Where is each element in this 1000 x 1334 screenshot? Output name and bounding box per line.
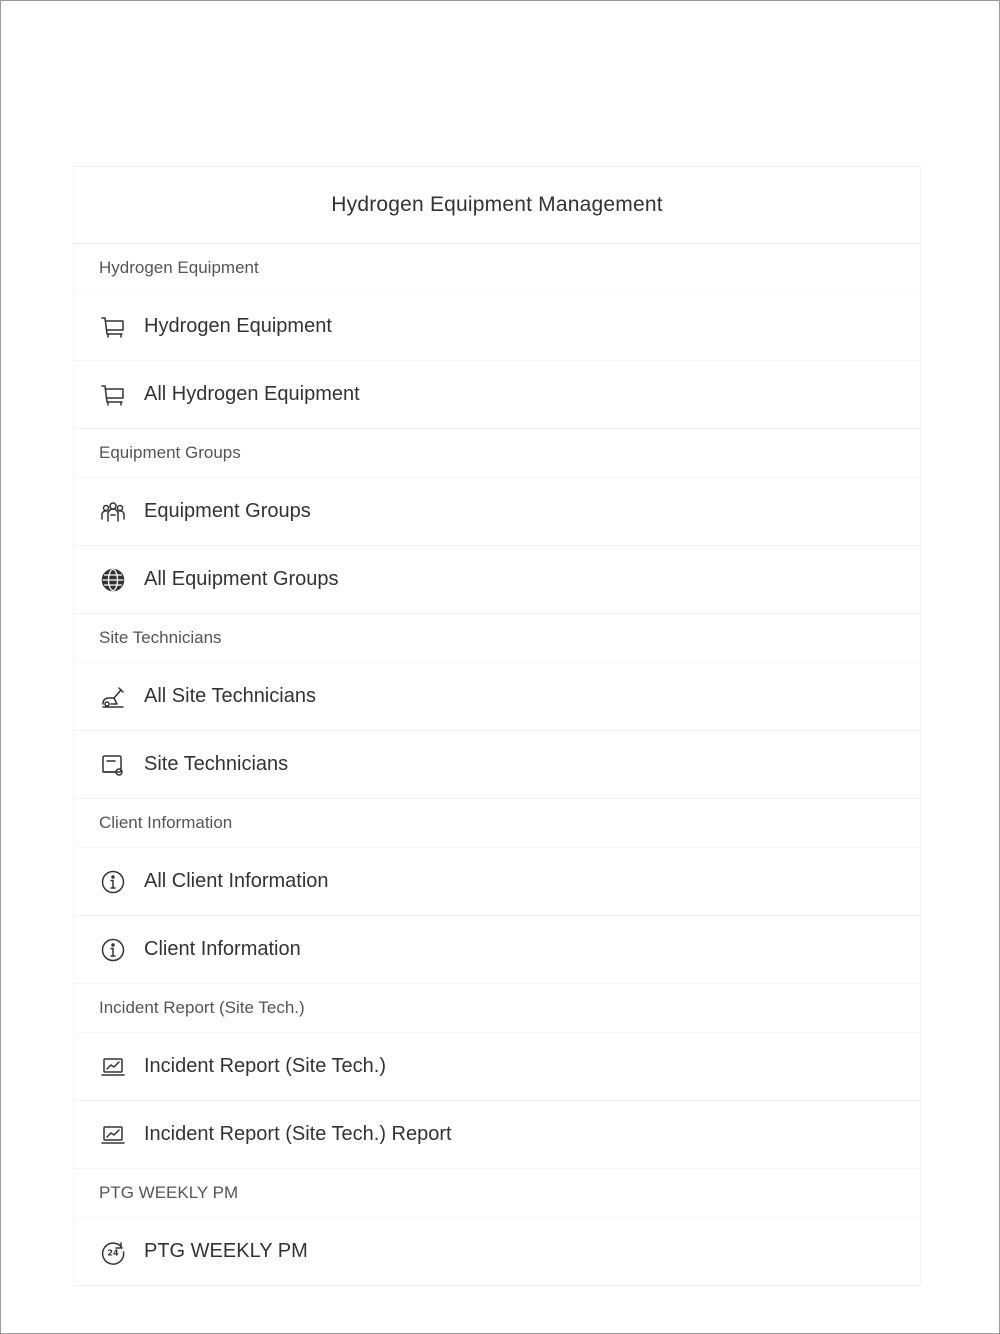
section-header-incident-report: Incident Report (Site Tech.) (74, 984, 920, 1033)
section-header-ptg-weekly-pm: PTG WEEKLY PM (74, 1169, 920, 1218)
menu-item-label: Equipment Groups (144, 500, 311, 522)
group-icon (99, 498, 127, 526)
badge-icon (99, 751, 127, 779)
menu-item-label: Client Information (144, 938, 301, 960)
section-header-client-information: Client Information (74, 799, 920, 848)
menu-item-all-equipment-groups[interactable] (74, 546, 920, 614)
menu-item-label: Site Technicians (144, 753, 289, 775)
info-icon (99, 868, 127, 896)
menu-item-all-client-information[interactable] (74, 848, 920, 916)
cart-icon (99, 381, 127, 409)
menu-item-ptg-weekly-pm[interactable] (74, 1218, 920, 1286)
section-header-site-technicians: Site Technicians (74, 614, 920, 663)
menu-item-label: Incident Report (Site Tech.) (144, 1055, 386, 1077)
menu-item-incident-report[interactable] (74, 1033, 920, 1101)
menu-item-label: Hydrogen Equipment (144, 315, 332, 337)
menu-item-all-site-technicians[interactable] (74, 663, 920, 731)
menu-panel (73, 166, 921, 1286)
section-header-hydrogen-equipment: Hydrogen Equipment (74, 244, 920, 293)
menu-item-all-hydrogen-equipment[interactable] (74, 361, 920, 429)
clock-24-icon (99, 1238, 127, 1266)
menu-item-site-technicians[interactable] (74, 731, 920, 799)
laptop-chart-icon (99, 1053, 127, 1081)
menu-item-label: All Site Technicians (144, 685, 316, 707)
cart-icon (99, 313, 127, 341)
globe-icon (99, 566, 127, 594)
panel-title: Hydrogen Equipment Management (74, 167, 920, 244)
laptop-chart-icon (99, 1121, 127, 1149)
section-header-equipment-groups: Equipment Groups (74, 429, 920, 478)
menu-item-label: All Equipment Groups (144, 568, 339, 590)
menu-item-label: All Client Information (144, 870, 329, 892)
menu-item-label: All Hydrogen Equipment (144, 383, 360, 405)
menu-item-label: PTG WEEKLY PM (144, 1240, 308, 1262)
menu-item-client-information[interactable] (74, 916, 920, 984)
menu-item-label: Incident Report (Site Tech.) Report (144, 1123, 452, 1145)
menu-item-equipment-groups[interactable] (74, 478, 920, 546)
info-icon (99, 936, 127, 964)
menu-item-hydrogen-equipment[interactable] (74, 293, 920, 361)
menu-item-incident-report-report[interactable] (74, 1101, 920, 1169)
technician-icon (99, 683, 127, 711)
svg-text:24: 24 (107, 1248, 119, 1257)
